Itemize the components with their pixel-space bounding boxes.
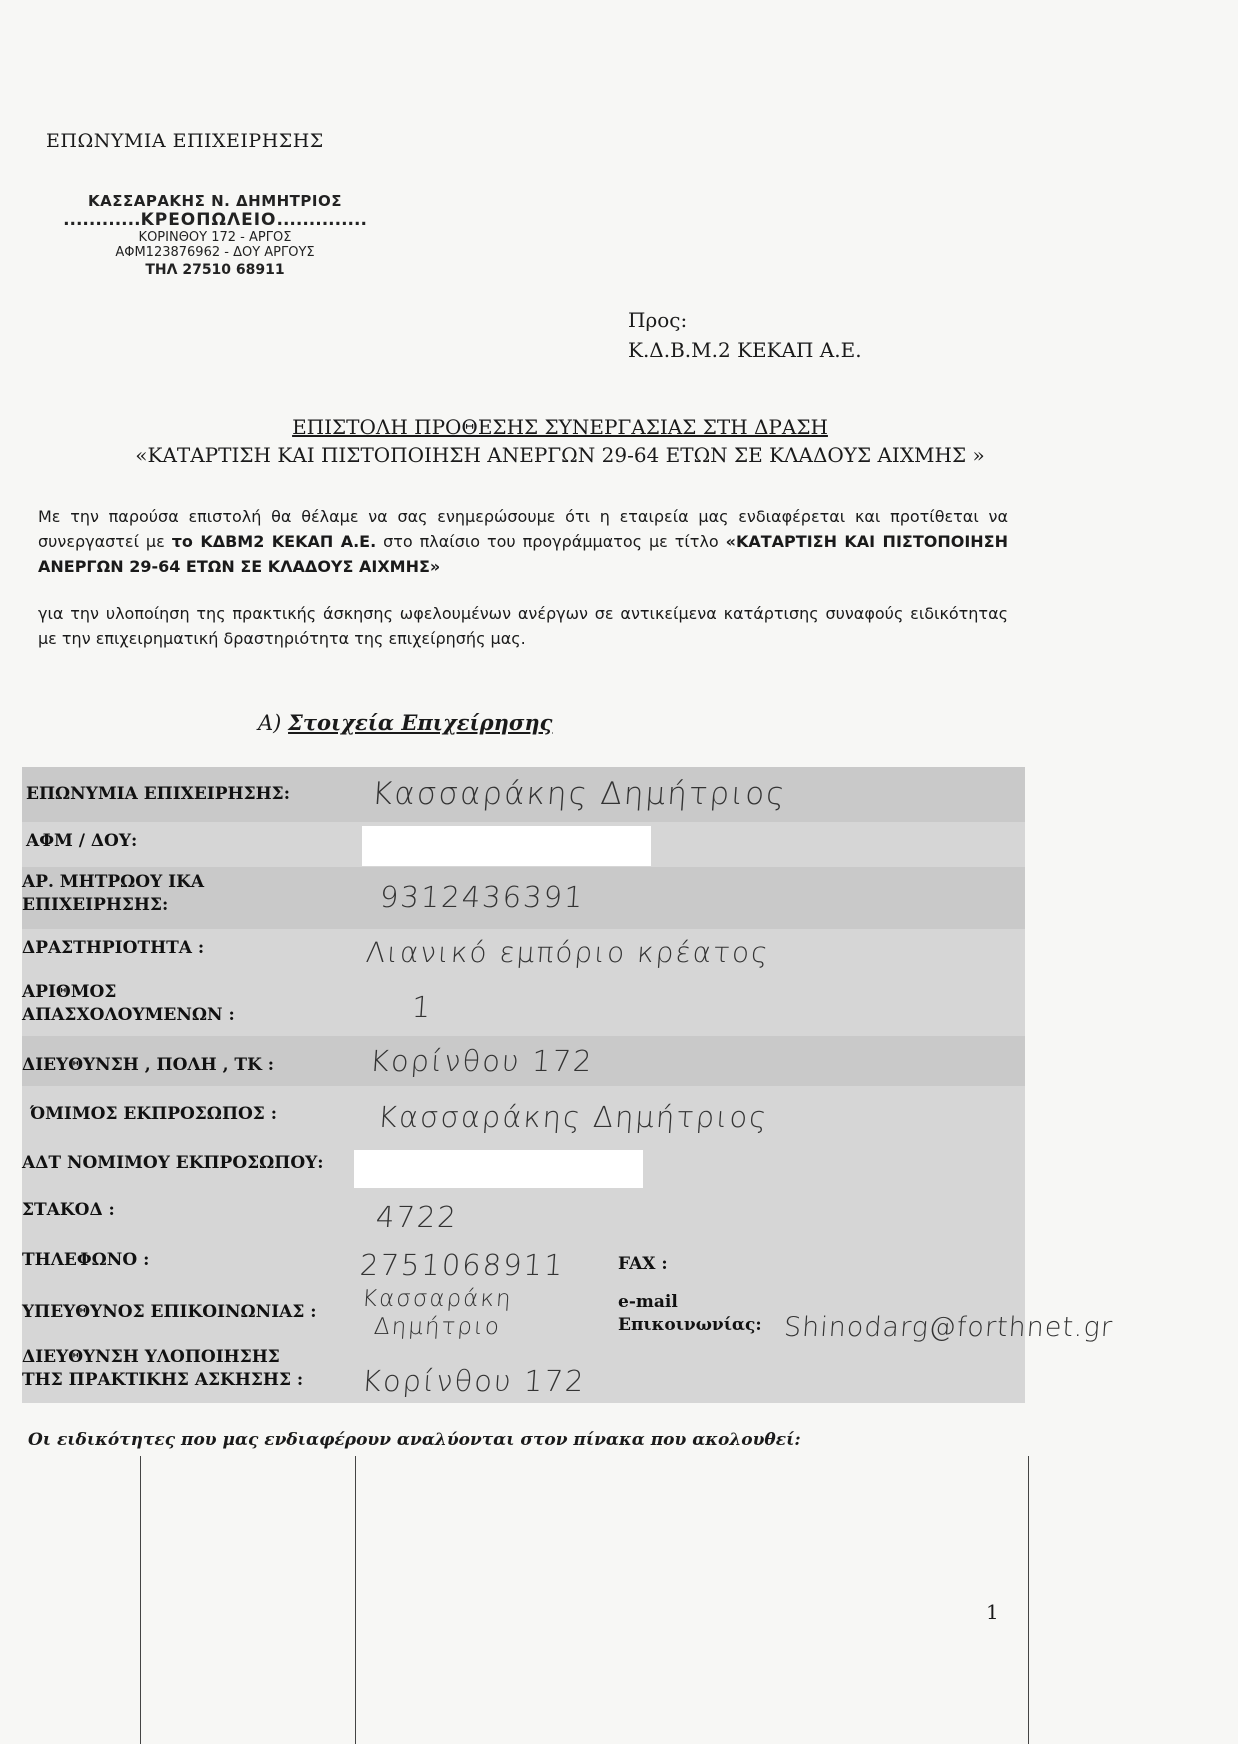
body-paragraph-2: για την υλοποίηση της πρακτικής άσκησης ωφελουμένων ανέργων σε αντικείμενα κατάρτισης συναφούς ειδικότητας με την επιχειρηματική δραστηριότητα της επιχείρησής μας. [38,604,1008,648]
stamp-name: ΚΑΣΣΑΡΑΚΗΣ Ν. ΔΗΜΗΤΡΙΟΣ [87,192,342,210]
stamp-tax: ΑΦΜ123876962 - ΔΟΥ ΑΡΓΟΥΣ [115,245,315,260]
label-ika-2: ΕΠΙΧΕΙΡΗΣΗΣ: [22,895,169,915]
label-address: ΔΙΕΥΘΥΝΣΗ , ΠΟΛΗ , ΤΚ : [22,1055,275,1075]
section-heading [258,710,552,735]
label-email-2: Επικοινωνίας: [618,1315,762,1335]
recipient-to-label: Προς: [628,308,688,332]
stamp-dots-right: .............. [276,210,367,230]
p1-text-c: στο πλαίσιο του προγράμματος με τίτλο [376,532,726,551]
table-line-middle [355,1456,356,1744]
value-address: Κορίνθου 172 [368,1044,595,1078]
label-employees-2: ΑΠΑΣΧΟΛΟΥΜΕΝΩΝ : [22,1005,235,1025]
label-email [618,1291,762,1337]
label-legal-rep: ΌΜΙΜΟΣ ΕΚΠΡΟΣΩΠΟΣ : [30,1104,278,1124]
p1-text-a: Με την παρούσα επιστολή θα θέλαμε να σας ενημερώσουμε ότι η εταιρεία μας ενδιαφέρεται και προτίθεται να συνεργαστεί με [38,507,1008,551]
label-ika-1: ΑΡ. ΜΗΤΡΩΟΥ ΙΚΑ [22,872,205,892]
label-practice-address [22,1346,303,1392]
table-line-left [140,1456,141,1744]
value-phone: 2751068911 [358,1248,566,1282]
table-line-right [1028,1456,1029,1744]
company-label: ΕΠΩΝΥΜΙΑ ΕΠΙΧΕΙΡΗΣΗΣ [46,130,324,152]
label-fax: FAX : [618,1254,668,1274]
title-line-2: «ΚΑΤΑΡΤΙΣΗ ΚΑΙ ΠΙΣΤΟΠΟΙΗΣΗ ΑΝΕΡΓΩΝ 29-64 ΕΤΩΝ ΣΕ ΚΛΑΔΟΥΣ ΑΙΧΜΗΣ » [135,443,985,467]
tax-id-field [362,826,651,866]
label-employees-1: ΑΡΙΘΜΟΣ [22,982,117,1002]
p1-text-d: «ΚΑΤΑΡΤΙΣΗ ΚΑΙ ΠΙΣΤΟΠΟΙΗΣΗ ΑΝΕΡΓΩΝ 29-64 ΕΤΩΝ ΣΕ ΚΛΑΔΟΥΣ ΑΙΧΜΗΣ» [38,532,1008,576]
label-stakod: ΣΤΑΚΟΔ : [22,1200,115,1220]
stamp-phone: ΤΗΛ 27510 68911 [145,262,285,278]
value-practice-address: Κορίνθου 172 [360,1364,587,1398]
stamp-business: ΚΡΕΟΠΩΛΕΙΟ [140,210,277,230]
stamp-address: ΚΟΡΙΝΘΟΥ 172 - ΑΡΓΟΣ [138,230,292,245]
value-company-name: Κασσαράκης Δημήτριος [370,776,788,812]
label-practice-2: ΤΗΣ ΠΡΑΚΤΙΚΗΣ ΑΣΚΗΣΗΣ : [22,1370,304,1390]
value-activity: Λιανικό εμπόριο κρέατος [364,936,771,969]
label-company-name: ΕΠΩΝΥΜΙΑ ΕΠΙΧΕΙΡΗΣΗΣ: [26,784,290,804]
letter-title [60,413,1060,469]
label-email-1: e-mail [618,1292,678,1312]
body-paragraph-1 [38,504,1008,579]
row-stakod [22,1191,1025,1241]
label-practice-1: ΔΙΕΥΘΥΝΣΗ ΥΛΟΠΟΙΗΣΗΣ [22,1347,280,1367]
company-stamp [40,192,390,278]
label-tax-id: ΑΦΜ / ΔΟΥ: [26,831,138,851]
label-employees [22,981,235,1027]
rep-id-field [354,1150,643,1188]
label-contact: ΥΠΕΥΘΥΝΟΣ ΕΠΙΚΟΙΝΩΝΙΑΣ : [22,1302,317,1322]
specialties-note: Οι ειδικότητες που μας ενδιαφέρουν αναλύονται στον πίνακα που ακολουθεί: [28,1430,801,1450]
label-rep-id: ΑΔΤ ΝΟΜΙΜΟΥ ΕΚΠΡΟΣΩΠΟΥ: [22,1153,324,1173]
recipient-name: Κ.Δ.Β.Μ.2 ΚΕΚΑΠ Α.Ε. [628,338,862,362]
section-prefix: Α) [258,711,282,735]
p1-text-b: το ΚΔΒΜ2 ΚΕΚΑΠ Α.Ε. [171,532,377,551]
label-activity: ΔΡΑΣΤΗΡΙΟΤΗΤΑ : [22,938,205,958]
value-email: Shinodarg@forthnet.gr [782,1312,1115,1343]
stamp-dots-left: ............ [63,210,141,230]
value-contact-2: Δημήτριο [373,1314,502,1340]
value-ika: 9312436391 [378,880,586,914]
section-title: Στοιχεία Επιχείρησης [288,710,553,735]
recipient-block [628,305,862,365]
label-phone: ΤΗΛΕΦΩΝΟ : [22,1250,150,1270]
value-legal-rep: Κασσαράκης Δημήτριος [376,1100,770,1134]
value-employees: 1 [410,990,434,1024]
title-line-1: ΕΠΙΣΤΟΛΗ ΠΡΟΘΕΣΗΣ ΣΥΝΕΡΓΑΣΙΑΣ ΣΤΗ ΔΡΑΣΗ [292,415,828,439]
page-number: 1 [986,1600,999,1624]
value-stakod: 4722 [374,1200,460,1234]
value-contact-1: Κασσαράκη [361,1286,514,1312]
label-ika [22,871,204,917]
stamp-business-line [40,210,390,230]
